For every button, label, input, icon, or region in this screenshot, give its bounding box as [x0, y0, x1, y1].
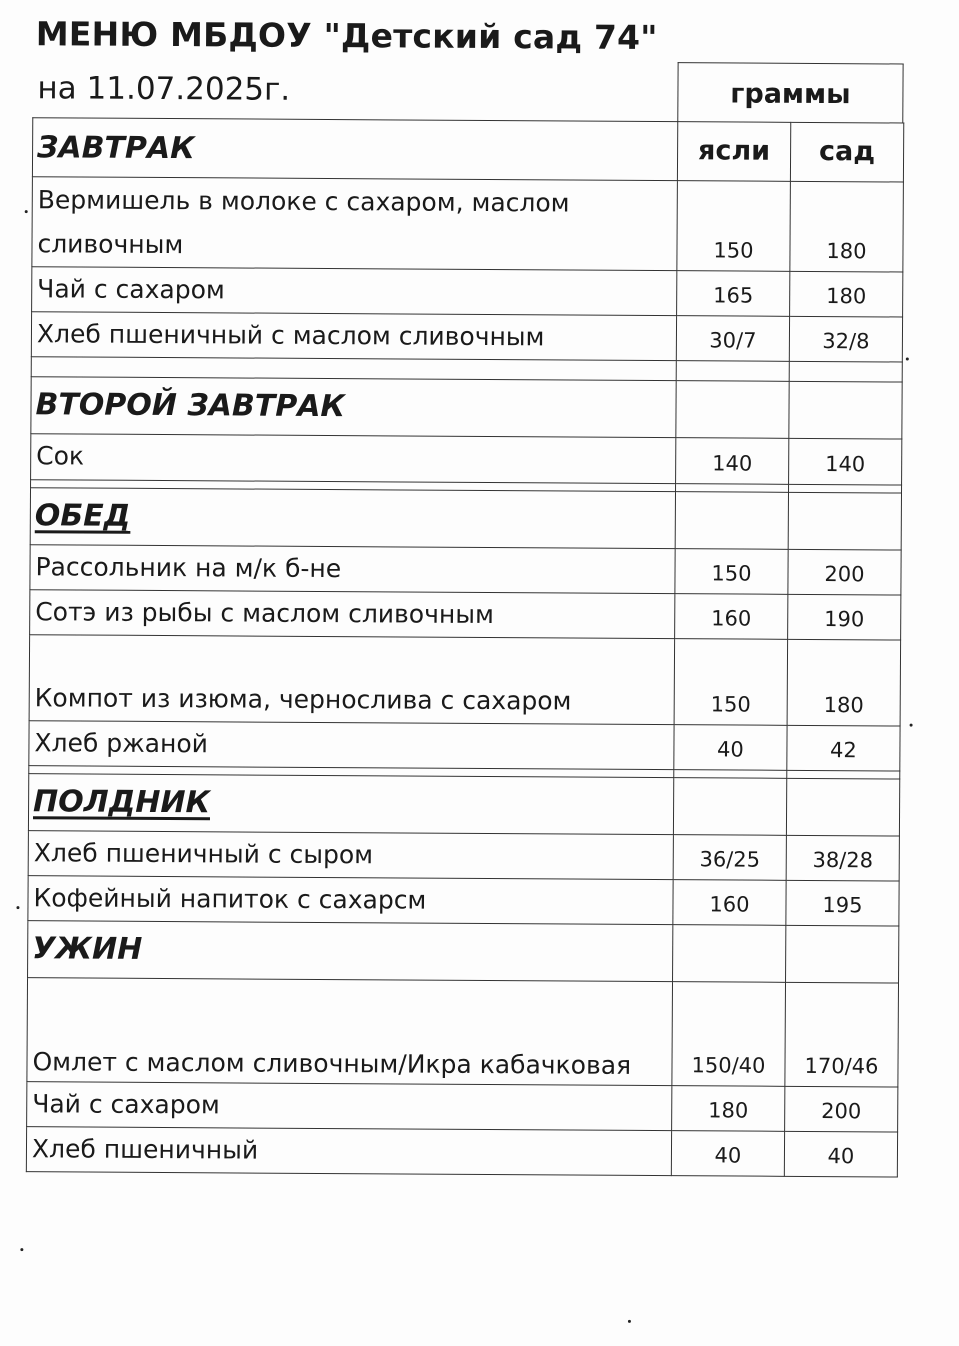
table-row: [30, 590, 901, 640]
garden-grams: 40: [784, 1131, 897, 1177]
dish-name: Компот из изюма, чернослива с сахаром: [29, 635, 675, 725]
section-title-text: ПОЛДНИК: [32, 784, 211, 821]
garden-grams: 190: [788, 594, 901, 640]
scan-speck: [910, 724, 913, 727]
dish-name: Чай с сахаром: [32, 267, 677, 316]
table-row: [28, 876, 899, 926]
table-row: [32, 267, 903, 317]
table-row: [29, 721, 900, 771]
garden-grams: 180: [787, 639, 901, 726]
nursery-grams: 150: [677, 181, 791, 272]
dish-name: Сок: [31, 434, 676, 484]
dish-name: Хлеб пшеничный с маслом сливочным: [31, 312, 676, 361]
section-title-text: ОБЕД: [34, 498, 131, 534]
table-row: [26, 1127, 897, 1177]
section-header-breakfast: [32, 118, 903, 182]
section-header-lunch: [30, 488, 901, 550]
menu-table: [26, 117, 904, 1177]
table-row: [29, 635, 901, 726]
nursery-grams: 150: [675, 549, 788, 595]
dish-name: Вермишель в молоке с сахаром, маслом сливочным: [32, 177, 678, 271]
section-title: ВТОРОЙ ЗАВТРАК: [31, 377, 676, 438]
dish-name: Чай с сахаром: [27, 1082, 672, 1131]
nursery-grams: 30/7: [676, 316, 789, 362]
garden-grams: 170/46: [785, 982, 899, 1087]
garden-grams: 42: [787, 725, 900, 771]
garden-grams: 180: [790, 271, 903, 317]
menu-date: на 11.07.2025г.: [37, 70, 291, 108]
garden-grams: 38/28: [786, 835, 899, 881]
table-row: [30, 545, 901, 595]
section-header-snack: [28, 774, 899, 836]
scan-speck: [20, 1248, 23, 1251]
nursery-grams: 180: [672, 1086, 785, 1132]
scan-speck: [906, 358, 909, 361]
garden-grams: 180: [790, 181, 904, 272]
table-row: [31, 312, 902, 362]
garden-grams: 140: [789, 438, 902, 485]
column-header-garden: сад: [790, 122, 903, 182]
garden-grams: 200: [785, 1086, 898, 1132]
dish-name: Рассольник на м/к б-не: [30, 545, 675, 594]
menu-title: МЕНЮ МБДОУ "Детский сад 74": [35, 14, 658, 58]
scan-speck: [25, 210, 28, 213]
dish-name: Хлеб ржаной: [29, 721, 674, 770]
dish-name: Омлет с маслом сливочным/Икра кабачковая: [27, 978, 673, 1086]
nursery-grams: 160: [673, 880, 786, 926]
garden-grams: 200: [788, 549, 901, 595]
nursery-grams: 40: [671, 1131, 784, 1177]
table-row: [27, 1082, 898, 1132]
dish-name: Сотэ из рыбы с маслом сливочным: [30, 590, 675, 639]
section-title: [28, 774, 673, 835]
table-row: [27, 978, 899, 1087]
dish-name: Хлеб пшеничный: [26, 1127, 671, 1176]
table-row: [32, 177, 904, 272]
nursery-grams: 165: [677, 271, 790, 317]
scan-speck: [628, 1320, 631, 1323]
garden-grams: 195: [786, 880, 899, 926]
nursery-grams: 150: [674, 639, 788, 726]
section-title: [30, 488, 675, 549]
nursery-grams: 140: [676, 438, 789, 485]
section-header-dinner: [28, 921, 899, 983]
nursery-grams: 160: [675, 594, 788, 640]
table-row: [28, 831, 899, 881]
dish-name: Кофейный напиток с сахарсм: [28, 876, 673, 925]
column-header-nursery: ясли: [677, 122, 790, 182]
table-row: [31, 434, 902, 485]
section-title: ЗАВТРАК: [32, 118, 677, 181]
dish-name: Хлеб пшеничный с сыром: [28, 831, 673, 880]
scan-speck: [16, 906, 19, 909]
nursery-grams: 36/25: [673, 835, 786, 881]
nursery-grams: 40: [674, 725, 787, 771]
section-title: УЖИН: [28, 921, 673, 982]
section-header-second-breakfast: [31, 377, 902, 439]
grams-header: граммы: [677, 62, 903, 123]
nursery-grams: 150/40: [672, 982, 786, 1087]
garden-grams: 32/8: [789, 316, 902, 362]
